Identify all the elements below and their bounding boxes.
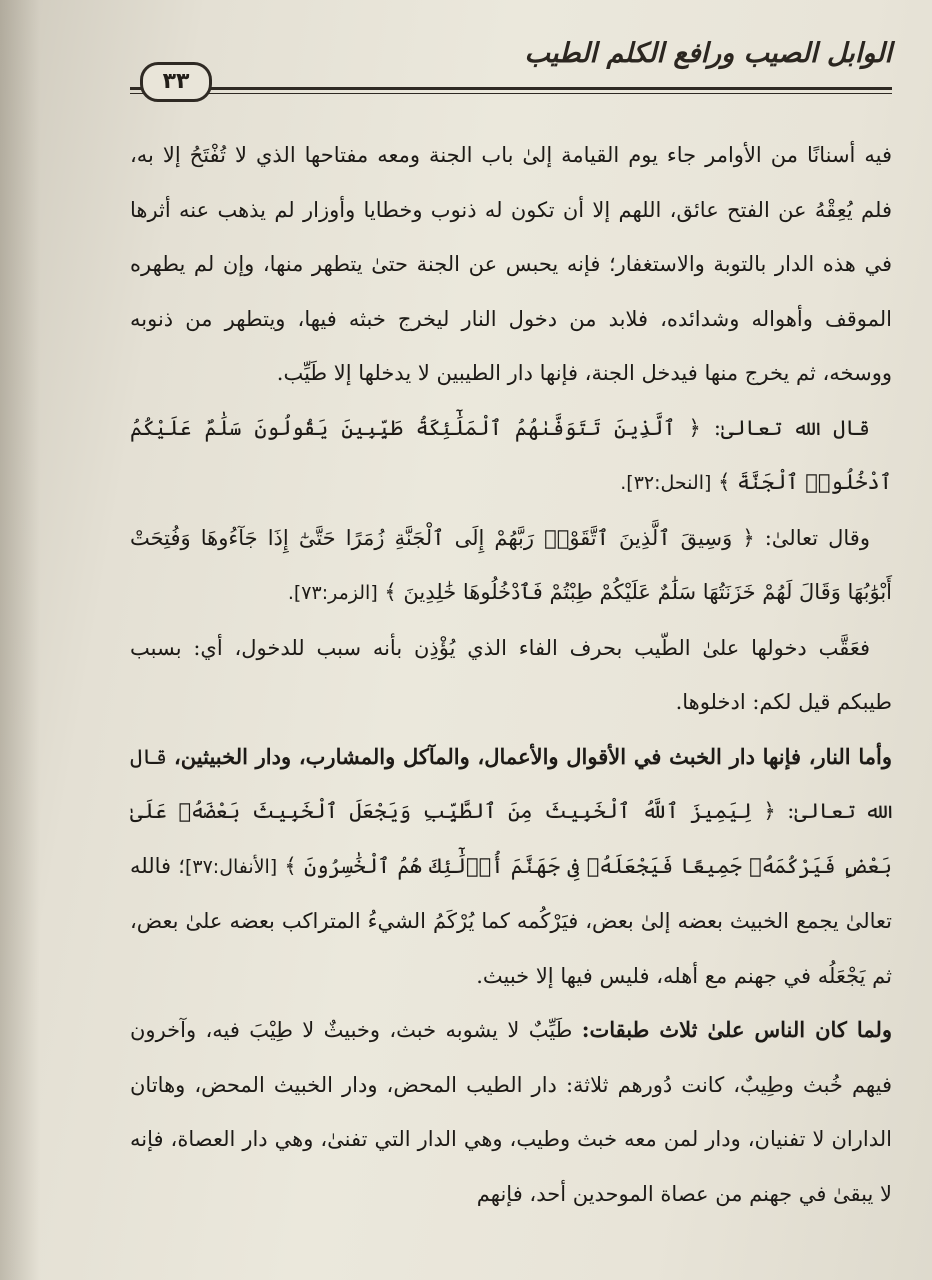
intro-text: وقال تعالىٰ: ﴿ xyxy=(732,525,870,550)
paragraph-4 xyxy=(130,621,892,730)
page-header xyxy=(130,38,892,108)
paragraph-2 xyxy=(130,401,892,511)
verse-close: ﴾ xyxy=(711,470,738,494)
paragraph-tail: ؛ فالله تعالىٰ يجمع الخبيث بعضه إلىٰ بعض، فيَرْكُمه كما يُرْكَمُ الشيءُ المتراكب بعضه علىٰ بعض، ثم يَجْعَلُه في جهنم مع أهله، فليس فيها إلا خبيث. xyxy=(130,853,892,988)
verse-reference: [الأنفال:٣٧] xyxy=(184,855,278,878)
paragraph-1 xyxy=(130,128,892,401)
intro-text: قال الله تعالىٰ: ﴿ xyxy=(675,415,870,440)
running-title: الوابل الصيب ورافع الكلم الطيب xyxy=(524,38,892,69)
paragraph-tail: طَيِّبٌ لا يشوبه خبث، وخبيثٌ لا طِيْبَ فيه، وآخرون فيهم خُبث وطِيبٌ، كانت دُورهم ثلاثة: دار الطيب المحض، ودار الخبيث المحض، وهاتان الداران لا تفنيان، ودار لمن معه خبث وطيب، وهي الدار التي تفنىٰ، وهي دار العصاة، فإنه لا يبقىٰ في جهنم من عصاة الموحدين أحد، فإنهم xyxy=(130,1018,892,1206)
quran-verse: وَسِيقَ ٱلَّذِينَ ٱتَّقَوْا۟ رَبَّهُمْ إِلَى ٱلْجَنَّةِ زُمَرًا حَتَّىٰٓ إِذَا جَآءُوهَا وَفُتِحَتْ أَبْوَٰبُهَا وَقَالَ لَهُمْ خَزَنَتُهَا سَلَٰمٌ عَلَيْكُمْ طِبْتُمْ فَٱدْخُلُوهَا خَٰلِدِينَ xyxy=(130,525,892,604)
verse-reference: [النحل:٣٢]. xyxy=(620,472,712,494)
bold-lead: ولما كان الناس علىٰ ثلاث طبقات: xyxy=(581,1017,892,1042)
page-body xyxy=(130,128,892,1221)
verse-close: ﴾ xyxy=(377,580,404,604)
paragraph-text: فعَقَّب دخولها علىٰ الطّيب بحرف الفاء الذي يُؤْذِن بأنه سبب للدخول، أي: بسبب طيبكم قيل لكم: ادخلوها. xyxy=(130,635,892,714)
paragraph-6 xyxy=(130,1003,892,1221)
quran-verse: لِيَمِيزَ ٱللَّهُ ٱلْخَبِيثَ مِنَ ٱلطَّيِّبِ وَيَجْعَلَ ٱلْخَبِيثَ بَعْضَهُۥ عَلَىٰ بَعْضٍ فَيَرْكُمَهُۥ جَمِيعًا فَيَجْعَلَهُۥ فِى جَهَنَّمَ أُو۟لَٰٓئِكَ هُمُ ٱلْخَٰسِرُونَ xyxy=(130,799,893,878)
quran-verse: ٱلَّذِينَ تَتَوَفَّىٰهُمُ ٱلْمَلَٰٓئِكَةُ طَيِّبِينَ يَقُولُونَ سَلَٰمٌ عَلَيْكُمُ ٱدْخُلُوا۟ ٱلْجَنَّةَ xyxy=(130,415,892,494)
paragraph-5 xyxy=(130,730,892,1004)
paragraph-3 xyxy=(130,511,892,621)
verse-close: ﴾ xyxy=(277,853,304,878)
bold-lead: وأما النار، فإنها دار الخبث في الأقوال والأعمال، والمآكل والمشارب، ودار الخبيثين، xyxy=(174,743,893,769)
header-rule xyxy=(130,87,892,90)
page-number: ٣٣ xyxy=(140,62,212,102)
paragraph-text: فيه أسنانًا من الأوامر جاء يوم القيامة إلىٰ باب الجنة ومعه مفتاحها الذي لا تُفْتَحُ إلا به، فلم يُعِقْهُ عن الفتح عائق، اللهم إلا أن تكون له ذنوب وخطايا وأوزار لم يذهب عنه أثرها في هذه الدار بالتوبة والاستغفار؛ فإنه يحبس عن الجنة حتىٰ يتطهر منها، وإن لم يطهره الموقف وأهواله وشدائده، فلابد من دخول النار ليخرج خبثه فيها، ويتطهر من ذنوبه ووسخه، ثم يخرج منها فيدخل الجنة، فإنها دار الطيبين لا يدخلها إلا طَيِّب. xyxy=(130,143,892,385)
verse-reference: [الزمر:٧٣]. xyxy=(287,582,378,604)
page-shadow xyxy=(0,0,40,1280)
intro-text: قال الله تعالىٰ: ﴿ xyxy=(130,744,892,823)
header-rule-thin xyxy=(130,93,892,94)
